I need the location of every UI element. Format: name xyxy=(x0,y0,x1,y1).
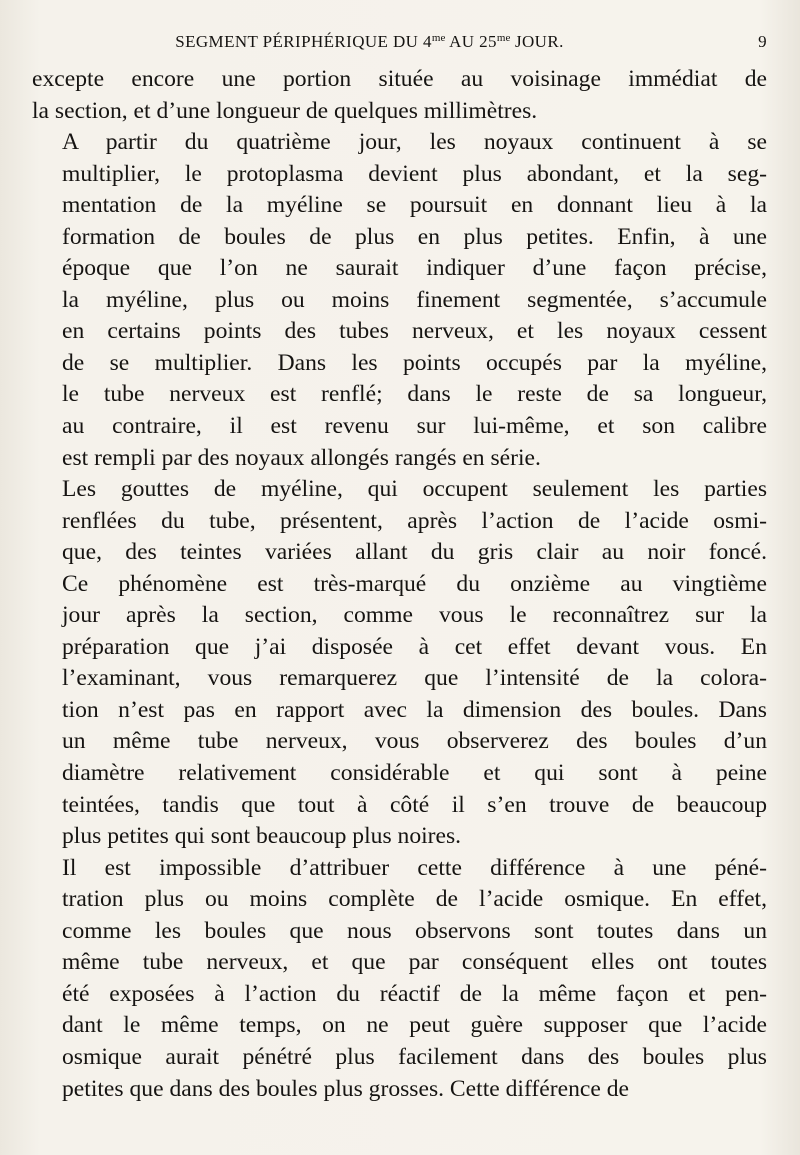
text-line: l’examinant, vous remarquerez que l’intensité de la colora- xyxy=(62,665,767,692)
page-number: 9 xyxy=(758,32,767,51)
running-title: SEGMENT PÉRIPHÉRIQUE DU $4^{me}$ AU $25^{me}$ JOUR. xyxy=(175,32,564,51)
text-line: diamètre relativement considérable et qui sont à peine xyxy=(62,760,767,787)
text-line: en certains points des tubes nerveux, et les noyaux cessent xyxy=(62,318,767,345)
text-line: tration plus ou moins complète de l’acide osmique. En effet, xyxy=(62,886,767,913)
text-line: tion n’est pas en rapport avec la dimension des boules. Dans xyxy=(62,696,767,723)
text-line: comme les boules que nous observons sont toutes dans un xyxy=(62,917,767,944)
text-line: Il est impossible d’attribuer cette différence à une péné- xyxy=(62,854,767,881)
paragraph xyxy=(32,127,767,474)
body-text xyxy=(32,64,767,1105)
running-head xyxy=(32,32,767,58)
paragraph xyxy=(32,474,767,853)
text-line: préparation que j’ai disposée à cet effet devant vous. En xyxy=(62,633,767,660)
text-line: été exposées à l’action du réactif de la même façon et pen- xyxy=(62,980,767,1007)
text-line: Les gouttes de myéline, qui occupent seulement les parties xyxy=(62,476,767,503)
text-line: renflées du tube, présentent, après l’action de l’acide osmi- xyxy=(62,507,767,534)
text-line: est rempli par des noyaux allongés rangés en série. xyxy=(62,444,541,471)
text-line: jour après la section, comme vous le reconnaîtrez sur la xyxy=(62,602,767,629)
text-line: petites que dans des boules plus grosses. Cette différence de xyxy=(62,1075,629,1102)
text-line: de se multiplier. Dans les points occupés par la myéline, xyxy=(62,349,767,376)
text-line: dant le même temps, on ne peut guère supposer que l’acide xyxy=(62,1012,767,1039)
text-line: mentation de la myéline se poursuit en donnant lieu à la xyxy=(62,192,767,219)
text-line: teintées, tandis que tout à côté il s’en trouve de beaucoup xyxy=(62,791,767,818)
text-line: A partir du quatrième jour, les noyaux continuent à se xyxy=(62,129,767,156)
text-line: un même tube nerveux, vous observerez des boules d’un xyxy=(62,728,767,755)
text-line: plus petites qui sont beaucoup plus noires. xyxy=(62,823,462,850)
paragraph xyxy=(32,853,767,1105)
text-line: excepte encore une portion située au voisinage immédiat de xyxy=(32,66,767,92)
text-line: la myéline, plus ou moins finement segmentée, s’accumule xyxy=(62,286,767,313)
text-line: que, des teintes variées allant du gris clair au noir foncé. xyxy=(62,539,767,566)
text-line: au contraire, il est revenu sur lui-même, et son calibre xyxy=(62,413,767,440)
text-line: la section, et d’une longueur de quelques millimètres. xyxy=(32,97,538,124)
text-line: le tube nerveux est renflé; dans le reste de sa longueur, xyxy=(62,381,767,408)
text-line: même tube nerveux, et que par conséquent elles ont toutes xyxy=(62,949,767,976)
paragraph xyxy=(32,64,767,127)
text-line: osmique aurait pénétré plus facilement dans des boules plus xyxy=(62,1043,767,1070)
text-line: Ce phénomène est très-marqué du onzième au vingtième xyxy=(62,570,767,597)
text-line: époque que l’on ne saurait indiquer d’une façon précise, xyxy=(62,255,767,282)
text-line: multiplier, le protoplasma devient plus abondant, et la seg- xyxy=(62,160,767,187)
text-line: formation de boules de plus en plus petites. Enfin, à une xyxy=(62,223,767,250)
